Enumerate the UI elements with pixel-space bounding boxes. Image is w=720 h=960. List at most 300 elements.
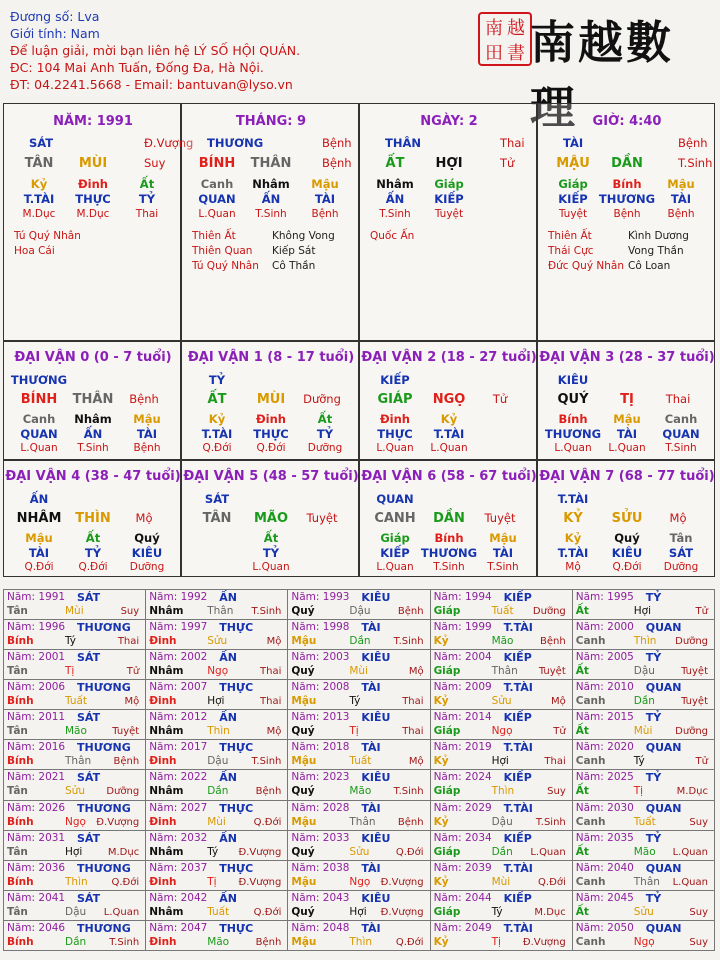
- pillar-hidden-god: TỶ: [138, 192, 156, 206]
- year-stem: Đinh: [149, 815, 177, 828]
- year-phase: Dưỡng: [675, 726, 708, 738]
- year-branch: Sửu: [349, 845, 370, 858]
- year-ten-god: TỶ: [645, 651, 662, 665]
- year-branch: Tý: [349, 695, 361, 708]
- year-stem: Ất: [575, 665, 589, 678]
- year-ten-god: ẤN: [219, 651, 237, 665]
- year-ten-god: THƯƠNG: [77, 801, 131, 815]
- year-cell: [4, 590, 146, 620]
- year-cell: [288, 890, 430, 920]
- year-cell: [4, 680, 146, 710]
- year-phase: Thai: [544, 756, 566, 768]
- year-branch: Dần: [349, 635, 371, 648]
- year-label: Năm: 1996: [7, 621, 66, 634]
- pillar-hidden-phase: Tuyệt: [558, 208, 588, 220]
- year-ten-god: THỰC: [219, 861, 254, 875]
- year-label: Năm: 2000: [575, 621, 634, 634]
- year-ten-god: THƯƠNG: [77, 861, 131, 875]
- pillar-star: Hoa Cái: [14, 245, 55, 257]
- major-luck-hidden-god: ẤN: [83, 427, 103, 441]
- pillar-hidden-god: KIẾP: [558, 192, 588, 206]
- year-stem: Tân: [7, 665, 28, 678]
- major-luck-hidden-phase: Q.Đới: [256, 442, 286, 454]
- year-cell: [572, 650, 714, 680]
- year-ten-god: SÁT: [77, 771, 101, 785]
- year-stem: Bính: [7, 875, 34, 888]
- year-phase: Q.Đới: [253, 906, 282, 918]
- major-luck-hidden-phase: Q.Đới: [78, 561, 108, 573]
- year-cell: [288, 740, 430, 770]
- year-ten-god: T.TÀI: [503, 741, 533, 755]
- pillar-stem-phase: Thai: [500, 136, 525, 150]
- year-cell: [288, 590, 430, 620]
- year-phase: Thai: [260, 666, 282, 678]
- major-luck-hidden-stem: Kỷ: [208, 412, 226, 426]
- year-label: Năm: 2005: [575, 651, 634, 664]
- year-cell: [4, 830, 146, 860]
- major-luck-header: ĐẠI VẬN 6 (58 - 67 tuổi): [361, 469, 537, 484]
- pillar-hidden-god: TÀI: [314, 192, 336, 206]
- year-stem: Canh: [575, 635, 606, 648]
- year-branch: Sửu: [207, 635, 228, 648]
- year-stem: Đinh: [149, 935, 177, 948]
- year-phase: M.Dục: [534, 906, 566, 918]
- major-luck-header: ĐẠI VẬN 7 (68 - 77 tuổi): [539, 469, 715, 484]
- major-luck-cell: [359, 460, 537, 577]
- pillar-hidden-phase: M.Dục: [76, 208, 110, 220]
- year-label: Năm: 2025: [575, 771, 634, 784]
- major-luck-hidden-god: TÀI: [28, 546, 50, 560]
- year-cell: [146, 650, 288, 680]
- major-luck-cell: [537, 341, 715, 460]
- pillar-star: Kiếp Sát: [272, 245, 316, 257]
- year-ten-god: KIÊU: [361, 771, 391, 785]
- year-stem: Kỷ: [433, 935, 449, 948]
- major-luck-phase: Mộ: [669, 511, 687, 525]
- year-ten-god: ẤN: [219, 591, 237, 604]
- year-ten-god: KIẾP: [503, 651, 532, 665]
- pillar-branch: THÂN: [250, 156, 292, 171]
- year-phase: Đ.Vượng: [238, 846, 282, 858]
- pillar-branch-phase: Suy: [144, 156, 166, 170]
- year-phase: Tử: [695, 756, 708, 768]
- year-stem: Mậu: [291, 875, 317, 888]
- major-luck-stem: CANH: [374, 511, 416, 526]
- pillar-hidden-god: THỰC: [75, 192, 111, 206]
- year-ten-god: TỶ: [645, 591, 662, 604]
- year-branch: Tý: [207, 845, 219, 858]
- major-luck-phase: Tuyệt: [484, 511, 516, 525]
- year-cell: [572, 920, 714, 950]
- year-ten-god: KIÊU: [361, 591, 391, 604]
- year-label: Năm: 2027: [149, 801, 208, 814]
- year-branch: Hợi: [633, 605, 651, 617]
- pillar-header: NĂM: 1991: [53, 114, 133, 129]
- major-luck-hidden-god: TÀI: [616, 427, 638, 441]
- year-cell: [146, 620, 288, 650]
- major-luck-phase: Bệnh: [129, 392, 159, 406]
- year-ten-god: THƯƠNG: [77, 681, 131, 695]
- pillar-star: Đức Quý Nhân: [548, 260, 624, 272]
- year-phase: Suy: [689, 936, 708, 948]
- pillar-header: NGÀY: 2: [420, 114, 478, 129]
- year-branch: Tuất: [349, 755, 372, 768]
- year-branch: Dậu: [349, 605, 371, 617]
- year-phase: T.Sinh: [251, 606, 282, 617]
- major-luck-ten-god: T.TÀI: [557, 492, 589, 506]
- year-ten-god: KIÊU: [361, 831, 391, 845]
- major-luck-hidden-stem: Đinh: [256, 412, 286, 426]
- year-label: Năm: 1995: [575, 591, 634, 603]
- pillar-stem-phase: Bệnh: [678, 136, 708, 150]
- year-label: Năm: 2041: [7, 891, 66, 904]
- year-cell: [146, 800, 288, 830]
- year-stem: Quý: [291, 845, 315, 858]
- pillar-hidden-phase: T.Sinh: [255, 208, 287, 220]
- year-phase: Tử: [126, 666, 140, 678]
- year-stem: Mậu: [291, 755, 317, 768]
- year-cell: [146, 890, 288, 920]
- year-label: Năm: 1993: [291, 591, 350, 603]
- year-stem: Đinh: [149, 635, 177, 648]
- major-luck-cell: [359, 341, 537, 460]
- year-stem: Nhâm: [149, 905, 184, 918]
- major-luck-stem: TÂN: [202, 511, 232, 526]
- year-branch: Sửu: [633, 905, 654, 918]
- major-luck-branch: NGỌ: [432, 392, 466, 407]
- year-phase: T.Sinh: [109, 936, 140, 948]
- year-stem: Đinh: [149, 755, 177, 768]
- major-luck-hidden-stem: Ất: [263, 531, 279, 545]
- year-branch: Dần: [633, 695, 655, 708]
- year-branch: Mùi: [65, 605, 84, 617]
- year-phase: Bệnh: [255, 936, 282, 948]
- major-luck-hidden-god: KIÊU: [611, 546, 643, 560]
- year-phase: Q.Đới: [111, 876, 140, 888]
- major-luck-hidden-stem: Bính: [558, 412, 588, 426]
- major-luck-hidden-stem: Mậu: [133, 412, 161, 426]
- year-label: Năm: 2001: [7, 651, 66, 664]
- major-luck-hidden-stem: Tân: [669, 531, 693, 545]
- year-label: Năm: 1994: [433, 591, 492, 603]
- table-row: [4, 680, 715, 710]
- year-ten-god: QUAN: [645, 921, 682, 935]
- year-branch: Tý: [633, 755, 645, 768]
- pillar-hidden-phase: T.Sinh: [379, 208, 411, 220]
- year-phase: Bệnh: [397, 816, 424, 828]
- year-ten-god: SÁT: [77, 831, 101, 845]
- pillar-star: Không Vong: [272, 230, 335, 242]
- year-ten-god: SÁT: [77, 591, 101, 604]
- major-luck-branch: DẦN: [433, 511, 465, 526]
- major-luck-hidden-stem: Ất: [85, 531, 101, 545]
- year-phase: Bệnh: [540, 636, 566, 648]
- year-label: Năm: 2050: [575, 921, 634, 934]
- year-cell: [146, 710, 288, 740]
- major-luck-phase: Dưỡng: [303, 392, 341, 406]
- major-luck-cell: [181, 341, 359, 460]
- year-cell: [288, 800, 430, 830]
- major-luck-hidden-god: SÁT: [668, 546, 694, 560]
- table-row: [4, 770, 715, 800]
- major-luck-hidden-god: KIÊU: [131, 546, 163, 560]
- pillar-hidden-stem: Mậu: [311, 177, 339, 191]
- year-label: Năm: 2037: [149, 861, 208, 874]
- major-luck-hidden-god: QUAN: [20, 427, 58, 441]
- year-stem: Nhâm: [149, 665, 184, 678]
- major-luck-cell: [537, 460, 715, 577]
- pillar-star: Tú Quý Nhân: [192, 260, 259, 272]
- major-luck-hidden-stem: Canh: [22, 412, 56, 426]
- year-label: Năm: 2014: [433, 711, 492, 724]
- year-branch: Ngọ: [633, 935, 655, 948]
- major-luck-hidden-god: TÀI: [492, 546, 514, 560]
- major-luck-stem: NHÂM: [16, 511, 62, 526]
- contact-address: ĐC: 104 Mai Anh Tuấn, Đống Đa, Hà Nội.: [10, 60, 264, 75]
- year-branch: Dậu: [65, 905, 87, 918]
- major-luck-hidden-stem: Mậu: [613, 412, 641, 426]
- pillar-hidden-god: QUAN: [198, 192, 236, 206]
- year-ten-god: KIẾP: [503, 891, 532, 905]
- year-phase: Bệnh: [255, 786, 282, 798]
- major-luck-ten-god: THƯƠNG: [10, 373, 68, 387]
- year-label: Năm: 1998: [291, 621, 350, 634]
- major-luck-phase: Thai: [665, 392, 691, 406]
- pillar-star: Thiên Quan: [192, 245, 253, 257]
- year-label: Năm: 2018: [291, 741, 350, 754]
- year-ten-god: QUAN: [645, 621, 682, 635]
- year-stem: Kỷ: [433, 875, 449, 888]
- year-ten-god: TỶ: [645, 891, 662, 905]
- year-stem: Nhâm: [149, 785, 184, 798]
- year-phase: L.Quan: [530, 846, 566, 858]
- year-branch: Tý: [65, 635, 76, 648]
- major-luck-hidden-god: THƯƠNG: [544, 427, 602, 441]
- pillar-hidden-phase: Bệnh: [613, 208, 641, 220]
- year-label: Năm: 2043: [291, 891, 350, 904]
- year-label: Năm: 2024: [433, 771, 492, 784]
- major-luck-hidden-stem: Nhâm: [74, 412, 112, 426]
- pillar-ten-god: SÁT: [29, 136, 54, 150]
- year-cell: [430, 770, 572, 800]
- year-cell: [288, 710, 430, 740]
- year-branch: Thìn: [491, 785, 515, 798]
- year-label: Năm: 2007: [149, 681, 208, 694]
- year-label: Năm: 2038: [291, 861, 350, 874]
- year-phase: Tử: [553, 726, 566, 738]
- pillar-hidden-phase: M.Dục: [22, 208, 56, 220]
- major-luck-hidden-phase: T.Sinh: [433, 561, 465, 573]
- year-stem: Giáp: [433, 785, 461, 798]
- year-stem: Bính: [7, 695, 34, 708]
- year-cell: [146, 680, 288, 710]
- major-luck-phase: Tử: [492, 392, 508, 406]
- year-cell: [288, 770, 430, 800]
- year-label: Năm: 2017: [149, 741, 208, 754]
- year-stem: Giáp: [433, 665, 461, 678]
- major-luck-hidden-phase: Dưỡng: [307, 442, 343, 454]
- year-phase: Đ.Vượng: [96, 816, 140, 828]
- major-luck-hidden-phase: L.Quan: [430, 442, 468, 454]
- year-branch: Mùi: [633, 725, 653, 738]
- table-row: [4, 710, 715, 740]
- pillar-hidden-stem: Ất: [139, 177, 155, 191]
- major-luck-stem: QUÝ: [557, 392, 589, 407]
- year-phase: T.Sinh: [251, 756, 282, 768]
- year-ten-god: T.TÀI: [503, 801, 533, 815]
- year-ten-god: TÀI: [361, 861, 381, 875]
- major-luck-hidden-phase: T.Sinh: [487, 561, 519, 573]
- year-branch: Ngọ: [65, 815, 86, 828]
- year-branch: Mùi: [349, 665, 369, 678]
- pillar-hidden-stem: Đinh: [78, 177, 108, 191]
- pillar-branch-phase: Tử: [500, 156, 515, 170]
- year-cell: [430, 740, 572, 770]
- year-ten-god: SÁT: [77, 711, 101, 725]
- year-stem: Quý: [291, 665, 315, 678]
- major-luck-hidden-god: T.TÀI: [433, 427, 465, 441]
- major-luck-branch: TỊ: [620, 392, 634, 407]
- year-ten-god: T.TÀI: [503, 681, 533, 695]
- table-row: [4, 740, 715, 770]
- year-branch: Thân: [633, 875, 660, 888]
- major-luck-ten-god: SÁT: [204, 492, 230, 506]
- year-ten-god: T.TÀI: [503, 921, 533, 935]
- major-luck-header: ĐẠI VẬN 2 (18 - 27 tuổi): [361, 350, 537, 365]
- year-ten-god: KIÊU: [361, 651, 391, 665]
- year-label: Năm: 2046: [7, 921, 66, 934]
- pillar-cell: [3, 103, 194, 341]
- pillar-branch-phase: T.Sinh: [678, 156, 713, 170]
- year-phase: Thai: [260, 696, 282, 708]
- year-cell: [430, 920, 572, 950]
- major-luck-branch: SỬU: [611, 511, 643, 526]
- pillar-branch-phase: Bệnh: [322, 156, 352, 170]
- year-ten-god: TÀI: [361, 801, 381, 815]
- pillar-star: Quốc Ấn: [370, 230, 415, 242]
- pillar-hidden-phase: Bệnh: [667, 208, 695, 220]
- year-branch: Tý: [491, 905, 503, 918]
- year-cell: [4, 860, 146, 890]
- year-branch: Ngọ: [491, 725, 513, 738]
- year-stem: Nhâm: [149, 845, 184, 858]
- year-phase: Tuyệt: [538, 666, 566, 678]
- major-luck-stem: ẤT: [207, 392, 227, 407]
- year-phase: Đ.Vượng: [380, 906, 424, 918]
- year-branch: Dậu: [633, 665, 655, 678]
- year-phase: Suy: [547, 786, 566, 798]
- pillar-hidden-stem: Kỷ: [30, 177, 48, 191]
- year-ten-god: T.TÀI: [503, 621, 533, 635]
- year-ten-god: SÁT: [77, 651, 101, 665]
- year-cell: [146, 830, 288, 860]
- year-cell: [430, 650, 572, 680]
- year-stem: Quý: [291, 905, 315, 918]
- year-stem: Tân: [7, 605, 28, 617]
- year-ten-god: THƯƠNG: [77, 621, 131, 635]
- year-phase: Mộ: [408, 756, 424, 768]
- year-label: Năm: 2019: [433, 741, 492, 754]
- year-stem: Đinh: [149, 695, 177, 708]
- year-cell: [572, 620, 714, 650]
- pillar-stem: ẤT: [385, 156, 405, 171]
- major-luck-hidden-phase: Dưỡng: [129, 561, 165, 573]
- year-ten-god: TÀI: [361, 741, 381, 755]
- year-label: Năm: 2008: [291, 681, 350, 694]
- pillar-cell: [359, 103, 537, 341]
- major-luck-hidden-stem: Canh: [664, 412, 698, 426]
- pillar-hidden-stem: Bính: [612, 177, 642, 191]
- year-phase: Mộ: [124, 696, 140, 708]
- pillar-hidden-stem: Giáp: [558, 177, 588, 191]
- year-phase: Q.Đới: [253, 816, 282, 828]
- year-ten-god: ẤN: [219, 771, 237, 785]
- year-stem: Ất: [575, 785, 589, 798]
- year-phase: M.Dục: [107, 846, 140, 858]
- year-phase: Suy: [120, 606, 140, 617]
- major-luck-hidden-god: TÀI: [136, 427, 158, 441]
- major-luck-hidden-stem: Bính: [434, 531, 464, 545]
- year-branch: Dần: [491, 845, 513, 858]
- year-branch: Dậu: [491, 815, 513, 828]
- year-stem: Mậu: [291, 635, 317, 648]
- major-luck-hidden-god: TỶ: [316, 427, 334, 441]
- year-ten-god: SÁT: [77, 891, 101, 905]
- year-ten-god: ẤN: [219, 891, 237, 905]
- major-luck-hidden-god: TỶ: [262, 546, 280, 560]
- year-phase: M.Dục: [676, 786, 708, 798]
- year-phase: Bệnh: [397, 606, 424, 617]
- major-luck-branch: THÌN: [75, 511, 111, 526]
- year-label: Năm: 2021: [7, 771, 66, 784]
- major-luck-stem: BÍNH: [20, 392, 58, 407]
- year-cell: [4, 920, 146, 950]
- year-branch: Hợi: [65, 845, 83, 858]
- major-luck-hidden-stem: Kỷ: [564, 531, 582, 545]
- year-phase: T.Sinh: [393, 636, 424, 648]
- pillar-cell: [537, 103, 715, 341]
- year-phase: Tuyệt: [112, 726, 140, 738]
- pillar-header: THÁNG: 9: [235, 114, 307, 129]
- year-ten-god: THỰC: [219, 741, 254, 755]
- year-branch: Hợi: [207, 695, 225, 708]
- major-luck-hidden-god: T.TÀI: [557, 546, 589, 560]
- pillar-star: Cô Loan: [628, 260, 671, 272]
- year-phase: Tử: [695, 606, 708, 617]
- year-ten-god: ẤN: [219, 831, 237, 845]
- table-row: [4, 620, 715, 650]
- year-cell: [572, 740, 714, 770]
- major-luck-hidden-phase: Q.Đới: [24, 561, 54, 573]
- year-stem: Ất: [575, 605, 589, 617]
- major-luck-ten-god: KIÊU: [557, 373, 589, 387]
- major-luck-ten-god: QUAN: [376, 492, 414, 506]
- year-label: Năm: 2020: [575, 741, 634, 754]
- year-label: Năm: 2003: [291, 651, 350, 664]
- pillar-hidden-stem: Canh: [200, 177, 234, 191]
- year-phase: Q.Đới: [395, 936, 424, 948]
- pillar-hidden-phase: Tuyệt: [434, 208, 464, 220]
- year-label: Năm: 2009: [433, 681, 492, 694]
- major-luck-branch: MÙI: [256, 392, 286, 407]
- year-branch: Thìn: [349, 935, 373, 948]
- year-label: Năm: 1992: [149, 591, 208, 603]
- year-phase: Dưỡng: [675, 636, 708, 648]
- year-ten-god: ẤN: [219, 711, 237, 725]
- major-luck-hidden-stem: Ất: [317, 412, 333, 426]
- major-luck-hidden-phase: L.Quan: [252, 561, 290, 573]
- major-luck-hidden-stem: Mậu: [489, 531, 517, 545]
